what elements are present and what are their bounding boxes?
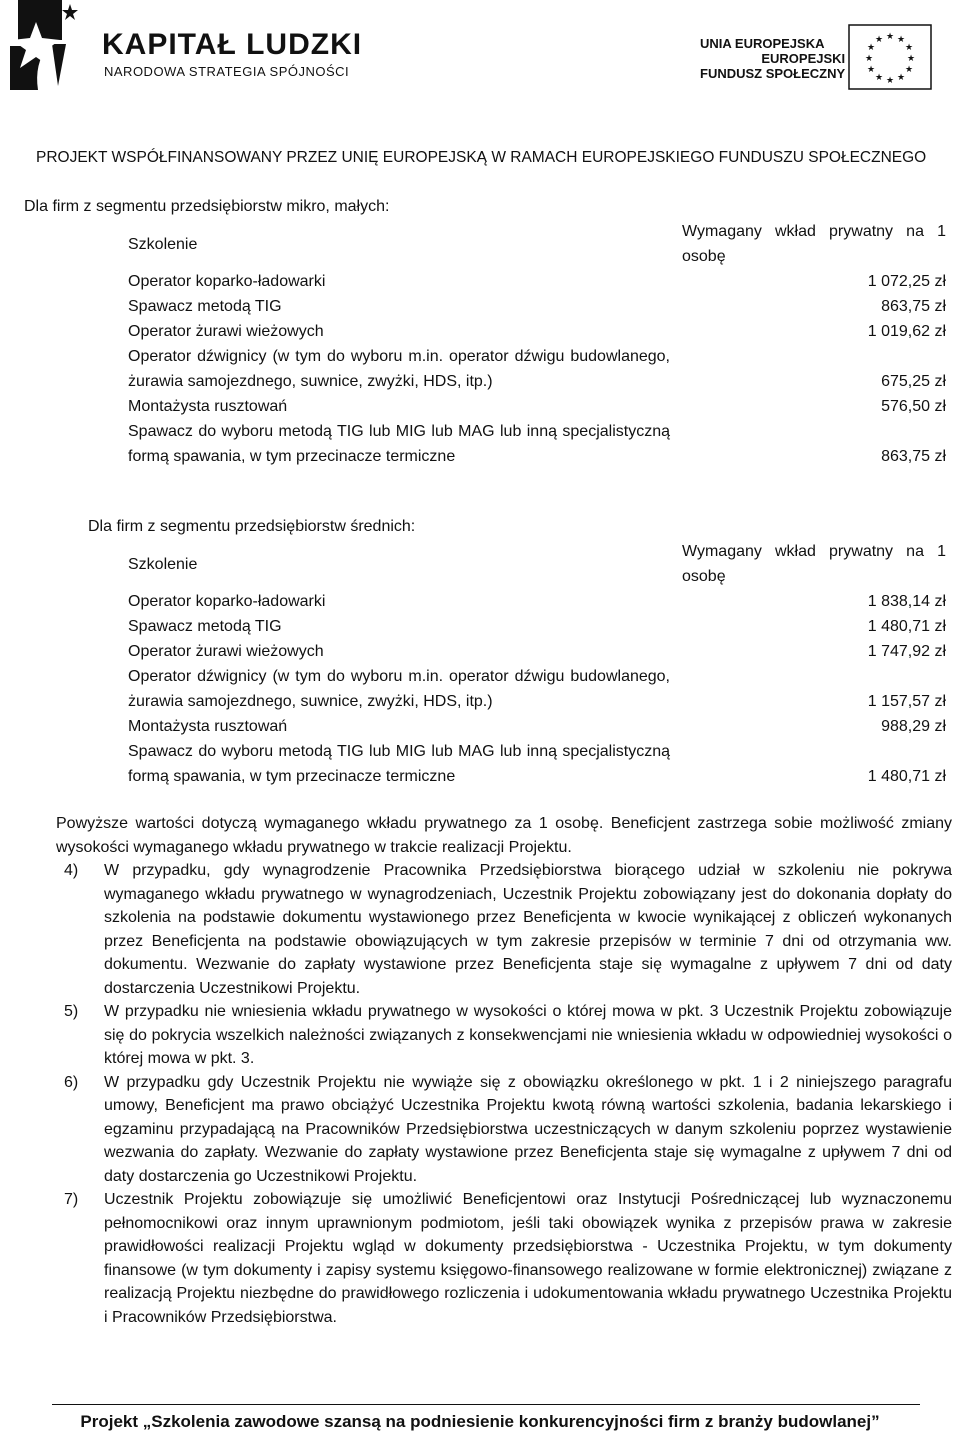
table-row [128,269,946,294]
table-row [128,614,946,639]
training-value: 863,75 zł [881,448,946,465]
training-name: Spawacz metodą TIG [128,618,282,635]
item-number: 7) [64,1191,79,1208]
training-value: 675,25 zł [881,373,946,390]
svg-text:★: ★ [896,35,906,45]
col-training-header: Szkolenie [128,555,198,573]
ue-logo-line1: UNIA EUROPEJSKA [700,36,825,51]
small-firms-table [128,219,946,469]
project-heading: PROJEKT WSPÓŁFINANSOWANY PRZEZ UNIĘ EUROPEJSKĄ W RAMACH EUROPEJSKIEGO FUNDUSZU SPOŁECZNEGO [36,149,927,166]
medium-firms-table [128,539,946,789]
list-item [56,1071,952,1189]
training-name: Operator żurawi wieżowych [128,643,324,660]
table-row [128,639,946,664]
table-row [128,589,946,614]
medium-firms-title: Dla firm z segmentu przedsiębiorstw średnich: [88,518,416,535]
svg-text:★: ★ [906,54,916,64]
item-number: 5) [64,1003,79,1020]
col-value-header: Wymagany wkład prywatny na 1 osobę [682,223,946,265]
item-text: W przypadku gdy Uczestnik Projektu nie wywiąże się z obowiązku określonego w pkt. 1 i 2 niniejszego paragrafu umowy, Beneficjent ma prawo obciążyć Uczestnika Projektu kwotą równą wartości szkolenia, badania lekarskiego i egzaminu przypadającą na Pracowników Przedsiębiorstwa uczestniczących w danym szkoleniu poprzez wystawienie wezwania do zapłaty. Wezwanie do zapłaty wystawione przez Beneficjenta staje się wymagalne z upływem 7 dni od daty dostarczenia go Uczestnikowi Projektu. [104,1073,952,1185]
training-value: 576,50 zł [881,398,946,415]
note-paragraph: Powyższe wartości dotyczą wymaganego wkładu prywatnego za 1 osobę. Beneficjent zastrzega sobie możliwość zmiany wysokości wymaganego wkładu prywatnego w trakcie realizacji Projektu. [56,815,952,856]
footer-text: Projekt „Szkolenia zawodowe szansą na podniesienie konkurencyjności firm z branży budowlanej” [80,1412,880,1431]
training-name: Operator koparko-ładowarki [128,273,326,290]
svg-text:★: ★ [874,73,884,83]
table-header-row [128,539,946,589]
col-value-header: Wymagany wkład prywatny na 1 osobę [682,543,946,585]
list-item [56,1188,952,1329]
training-name: Montażysta rusztowań [128,398,288,415]
item-text: W przypadku nie wniesienia wkładu prywatnego w wysokości o której mowa w pkt. 3 Uczestnik Projektu zobowiązuje się do pokrycia wszelkich należności związanych z konsekwencjami nie wniesienia wkładu w odpowiedniej wysokości o której mowa w pkt. 3. [104,1003,952,1067]
svg-text:★: ★ [866,43,876,53]
svg-text:★: ★ [885,76,895,86]
training-value: 1 747,92 zł [867,643,946,660]
item-number: 4) [64,862,79,879]
list-item [56,859,952,1000]
table-row [128,294,946,319]
training-value: 1 157,57 zł [867,693,946,710]
item-text: Uczestnik Projektu zobowiązuje się umożliwić Beneficjentowi oraz Instytucji Pośredniczącej lub wyznaczonemu pełnomocnikowi oraz innym uprawnionym podmiotom, jeśli taki obowiązek wynika z przepisów prawa w zakresie prawidłowości realizacji Projektu wgląd w dokumenty przedsiębiorstwa - Uczestnika Projektu, w tym dokumenty finansowe (w tym dokumenty i zapisy systemu księgowo-finansowego realizowane w formie elektronicznej) związane z realizacją Projektu niezbędne do prawidłowego rozliczenia i udokumentowania wkładu prywatnego Uczestnika Projektu i Pracowników Przedsiębiorstwa. [104,1191,952,1326]
table-row [128,739,946,789]
item-number: 6) [64,1073,79,1091]
training-value: 1 019,62 zł [867,323,946,340]
training-value: 1 480,71 zł [867,768,946,785]
training-name: Operator koparko-ładowarki [128,593,326,610]
training-value: 1 480,71 zł [867,618,946,635]
training-value: 1 838,14 zł [867,593,946,610]
svg-text:★: ★ [904,65,914,75]
svg-text:★: ★ [864,54,874,64]
training-name: Spawacz do wyboru metodą TIG lub MIG lub MAG lub inną specjalistyczną formą spawania, w tym przecinacze termiczne [128,423,670,465]
table-row [128,419,946,469]
svg-text:★: ★ [904,43,914,53]
kapital-ludzki-logo [8,0,98,90]
list-item [56,1000,952,1071]
ue-logo-line3: FUNDUSZ SPOŁECZNY [700,66,846,81]
svg-text:★: ★ [874,35,884,45]
svg-text:★: ★ [885,32,895,42]
table-header-row [128,219,946,269]
training-value: 863,75 zł [881,298,946,315]
table-row [128,394,946,419]
svg-text:★: ★ [896,73,906,83]
training-name: Spawacz metodą TIG [128,298,282,315]
svg-text:★: ★ [866,65,876,75]
kapital-ludzki-title: KAPITAŁ LUDZKI [102,28,363,61]
table-row [128,714,946,739]
training-name: Operator dźwignicy (w tym do wyboru m.in. operator dźwigu budowlanego, żurawia samojezdnego, suwnice, zwyżki, HDS, itp.) [128,668,670,710]
training-name: Operator żurawi wieżowych [128,323,324,340]
training-name: Spawacz do wyboru metodą TIG lub MIG lub MAG lub inną specjalistyczną formą spawania, w tym przecinacze termiczne [128,743,670,785]
training-name: Operator dźwignicy (w tym do wyboru m.in. operator dźwigu budowlanego, żurawia samojezdnego, suwnice, zwyżki, HDS, itp.) [128,348,670,390]
table-row [128,344,946,394]
training-value: 988,29 zł [881,718,946,735]
ue-logo-line2: EUROPEJSKI [761,51,846,66]
table-row [128,319,946,344]
item-text: W przypadku, gdy wynagrodzenie Pracownika Przedsiębiorstwa biorącego udział w szkoleniu nie pokrywa wymaganego wkładu prywatnego w wynagrodzeniach, Uczestnik Projektu zobowiązany jest do dokonania dopłaty do szkolenia na podstawie dokumentu wystawionego przez Beneficjenta w kwocie wynikającej z obliczeń wykonanych przez Beneficjenta na podstawie obowiązujących w tym zakresie przepisów w terminie 7 dni od otrzymania ww. dokumentu. Wezwanie do zapłaty wystawione przez Beneficjenta staje się wymagalne z upływem 7 dni od daty dostarczenia Uczestnikowi Projektu. [104,862,952,997]
footer-divider [52,1404,920,1405]
ue-logo-text [700,36,845,81]
small-firms-title: Dla firm z segmentu przedsiębiorstw mikro, małych: [24,198,390,215]
kapital-ludzki-subtitle: NARODOWA STRATEGIA SPÓJNOŚCI [104,64,350,79]
training-value: 1 072,25 zł [867,273,946,290]
col-training-header: Szkolenie [128,235,198,253]
eu-flag-icon [848,24,932,90]
table-row [128,664,946,714]
training-name: Montażysta rusztowań [128,718,288,735]
numbered-list [56,859,952,1329]
